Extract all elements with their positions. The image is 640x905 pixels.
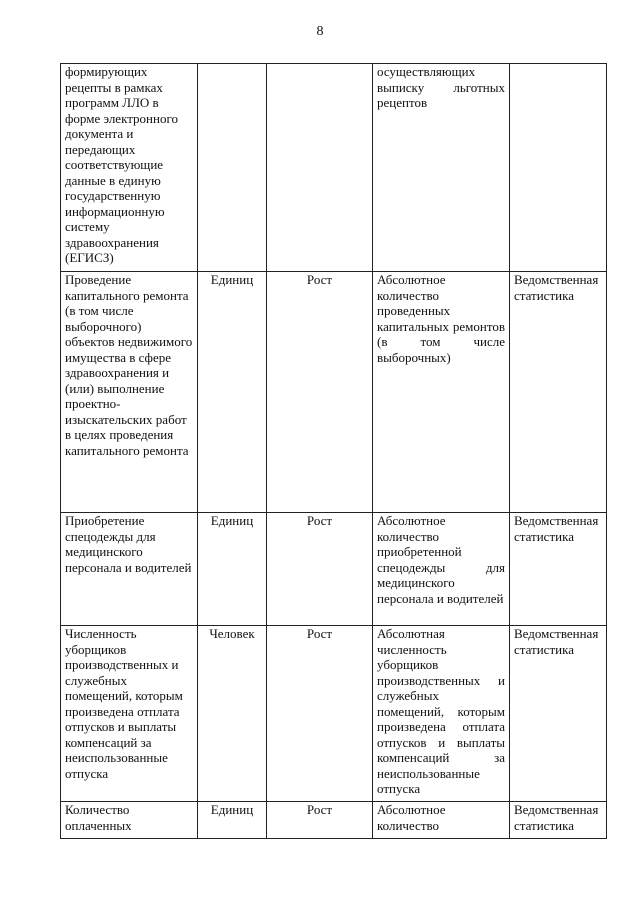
trend-cell: Рост	[267, 513, 373, 626]
trend-cell: Рост	[267, 802, 373, 839]
unit-cell: Единиц	[198, 272, 267, 513]
source-cell: Ведомственная статистика	[510, 802, 607, 839]
source-cell	[510, 64, 607, 272]
method-cell: Абсолютное количество проведенных капитальных ремонтов (в том числе выборочных)	[373, 272, 510, 513]
indicator-cell: Численность уборщиков производственных и служебных помещений, которым произведена отплата отпусков и выплаты компенсаций за неиспользованные отпуска	[61, 626, 198, 802]
page-number: 8	[316, 24, 324, 39]
trend-cell: Рост	[267, 626, 373, 802]
method-cell: Абсолютная численность уборщиков производственных и служебных помещений, которым произведена отплата отпусков и выплаты компенсаций за неиспользованные отпуска	[373, 626, 510, 802]
unit-cell: Единиц	[198, 513, 267, 626]
method-cell: Абсолютное количество	[373, 802, 510, 839]
table-row	[61, 626, 607, 802]
source-cell: Ведомственная статистика	[510, 513, 607, 626]
indicator-cell: Приобретение спецодежды для медицинского персонала и водителей	[61, 513, 198, 626]
unit-cell: Человек	[198, 626, 267, 802]
unit-cell	[198, 64, 267, 272]
unit-cell: Единиц	[198, 802, 267, 839]
trend-cell: Рост	[267, 272, 373, 513]
source-cell: Ведомственная статистика	[510, 272, 607, 513]
table-row	[61, 272, 607, 513]
method-cell: осуществляющих выписку льготных рецептов	[373, 64, 510, 272]
trend-cell	[267, 64, 373, 272]
indicators-table	[60, 63, 607, 839]
source-cell: Ведомственная статистика	[510, 626, 607, 802]
indicator-cell: формирующих рецепты в рамках программ ЛЛО в форме электронного документа и передающих соответствующие данные в единую государственную информационную систему здравоохранения (ЕГИСЗ)	[61, 64, 198, 272]
table-row	[61, 802, 607, 839]
indicator-cell: Проведение капитального ремонта (в том числе выборочного) объектов недвижимого имущества в сфере здравоохранения и (или) выполнение проектно-изыскательских работ в целях проведения капитального ремонта	[61, 272, 198, 513]
table-row	[61, 64, 607, 272]
indicator-cell: Количество оплаченных	[61, 802, 198, 839]
method-cell: Абсолютное количество приобретенной спецодежды для медицинского персонала и водителей	[373, 513, 510, 626]
table-row	[61, 513, 607, 626]
